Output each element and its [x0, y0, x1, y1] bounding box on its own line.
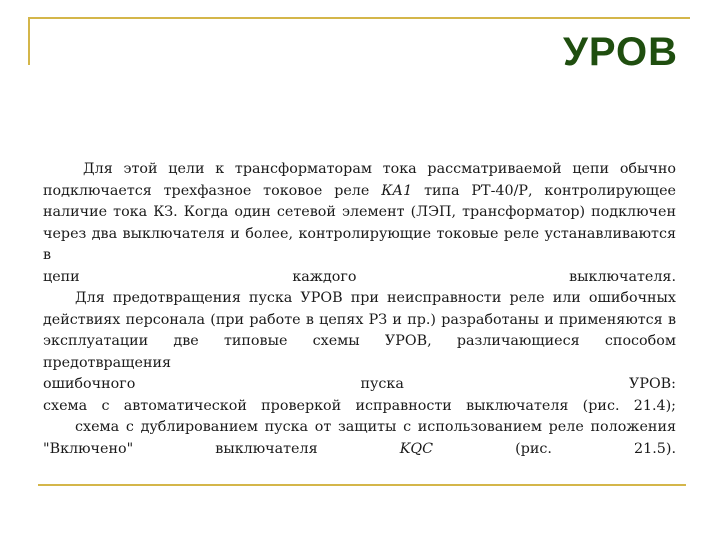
frame-top-line: [28, 17, 690, 19]
text-line: [43, 417, 676, 439]
text-line: [43, 159, 676, 181]
text-line: [43, 439, 676, 461]
text-run: Для этой цели к трансформаторам тока рассматриваемой цепи обычно: [83, 161, 676, 177]
text-run: ошибочного пуска УРОВ:: [43, 376, 676, 392]
slide-body-text: [43, 159, 676, 460]
text-run: "Включено" выключателя: [43, 440, 400, 457]
text-line: [43, 396, 676, 418]
text-run: типа РТ-40/Р, контролирующее: [412, 182, 676, 199]
text-line: [43, 181, 676, 203]
italic-designation: KQC: [399, 440, 434, 457]
text-run: наличие тока КЗ. Когда один сетевой элемент (ЛЭП, трансформатор) подключен: [43, 204, 676, 220]
text-run: через два выключателя и более, контролирующие токовые реле устанавливаются в: [43, 225, 676, 263]
text-line: [43, 374, 676, 396]
text-run: действиях персонала (при работе в цепях РЗ и пр.) разработаны и применяются в: [43, 311, 676, 328]
text-line: [43, 267, 676, 289]
frame-bottom-line: [38, 484, 686, 486]
text-run: схема с автоматической проверкой исправности выключателя (рис. 21.4);: [43, 397, 676, 414]
text-run: схема с дублированием пуска от защиты с использованием реле положения: [75, 419, 676, 435]
frame-left-line: [28, 17, 30, 65]
text-line: [43, 224, 676, 267]
italic-designation: КА1: [381, 182, 413, 199]
text-run: (рис. 21.5).: [433, 440, 676, 457]
text-line: [43, 331, 676, 374]
text-run: подключается трехфазное токовое реле: [43, 182, 382, 199]
text-run: Для предотвращения пуска УРОВ при неисправности реле или ошибочных: [75, 290, 676, 306]
text-line: [43, 202, 676, 224]
text-line: [43, 310, 676, 332]
text-run: эксплуатации две типовые схемы УРОВ, различающиеся способом предотвращения: [43, 333, 676, 371]
slide-title: УРОВ: [562, 30, 678, 74]
text-run: цепи каждого выключателя.: [43, 268, 676, 285]
text-line: [43, 288, 676, 310]
